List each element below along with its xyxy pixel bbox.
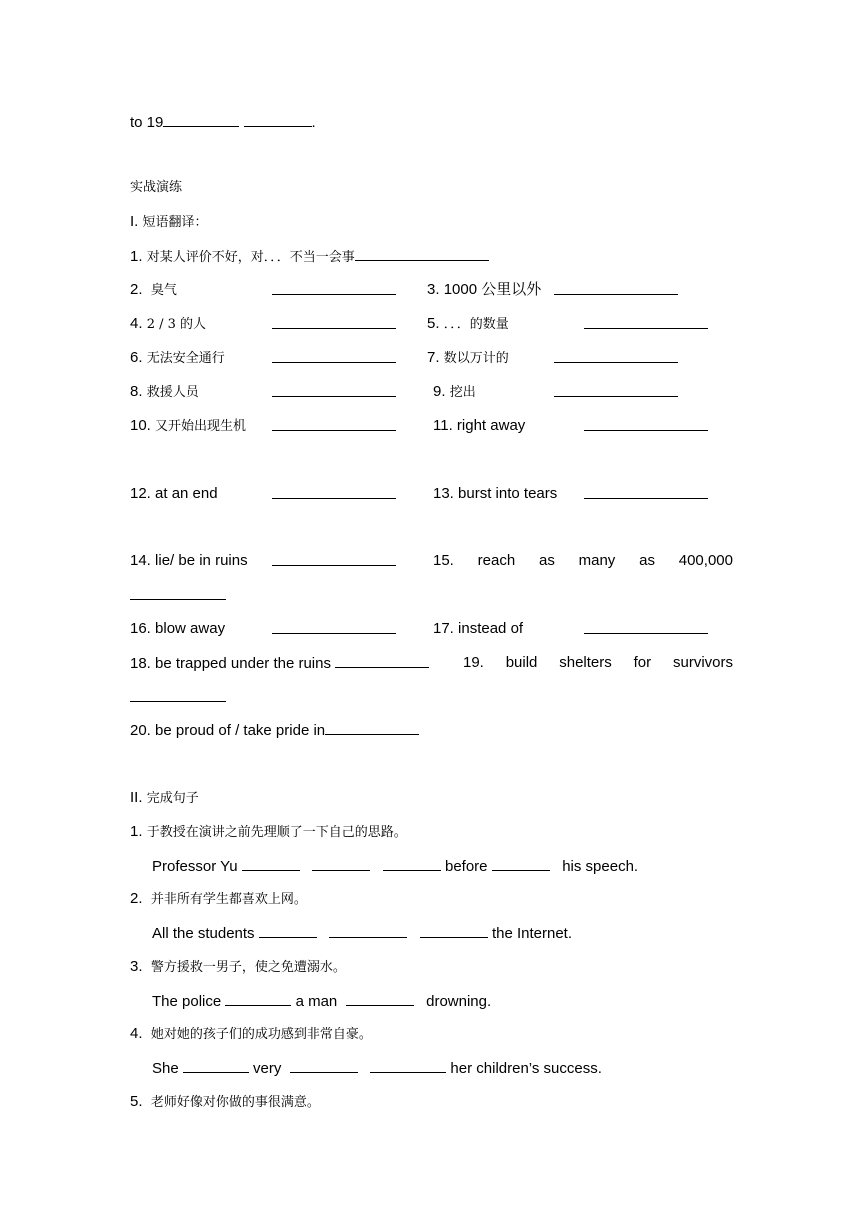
item-number: 4. <box>130 315 143 332</box>
answer-blank[interactable] <box>383 856 441 871</box>
sentence-3-zh <box>130 957 346 978</box>
item-text: 数以万计的 <box>443 351 509 366</box>
item-2 <box>130 280 177 301</box>
answer-blank[interactable] <box>584 484 708 499</box>
answer-blank[interactable] <box>370 1058 446 1073</box>
item-17 <box>433 619 523 639</box>
top-line-text: to 19 <box>130 114 164 131</box>
answer-blank[interactable] <box>584 619 708 634</box>
item-text: 2 / 3 的人 <box>146 317 207 332</box>
item-word: as <box>639 552 655 569</box>
item-word: build <box>505 654 538 671</box>
item-text: 20. be proud of / take pride in <box>130 722 326 739</box>
part2-title: 完成句子 <box>146 791 199 806</box>
item-word: 400,000 <box>678 552 733 569</box>
item-word: shelters <box>559 654 612 671</box>
answer-blank[interactable] <box>242 856 300 871</box>
item-text: 又开始出现生机 <box>155 419 247 434</box>
sentence-4-en <box>152 1058 602 1079</box>
item-number: 8. <box>130 383 143 400</box>
item-3 <box>427 280 541 300</box>
item-number: 10. <box>130 417 151 434</box>
sentence-text: very <box>253 1060 282 1077</box>
item-text: right away <box>456 417 526 434</box>
answer-blank[interactable] <box>244 112 312 127</box>
item-number: 15. <box>433 552 454 569</box>
answer-blank[interactable] <box>130 585 226 600</box>
answer-blank[interactable] <box>584 416 708 431</box>
answer-blank[interactable] <box>584 314 708 329</box>
item-number: 5. <box>130 1093 143 1110</box>
part1-roman: I. <box>130 213 139 230</box>
answer-blank[interactable] <box>272 619 396 634</box>
sentence-text: the Internet. <box>491 925 572 942</box>
sentence-3-en <box>152 991 491 1012</box>
top-line: to 19 . <box>130 114 316 131</box>
item-number: 6. <box>130 349 143 366</box>
item-text: 老师好像对你做的事很满意。 <box>150 1095 320 1110</box>
item-text: 18. be trapped under the ruins <box>130 655 331 672</box>
answer-blank[interactable] <box>325 720 419 735</box>
item-13 <box>433 484 557 504</box>
sentence-1-en <box>152 856 638 877</box>
item-text: at an end <box>155 485 218 502</box>
item-text: 臭气 <box>150 283 177 298</box>
sentence-text: The police <box>152 993 222 1010</box>
item-text: 警方援救一男子，使之免遭溺水。 <box>150 960 346 975</box>
part2-roman: II. <box>130 789 143 806</box>
item-number: 16. <box>130 620 151 637</box>
item-number: 2. <box>130 890 143 907</box>
item-text: instead of <box>458 620 524 637</box>
sentence-text: She <box>152 1060 179 1077</box>
item-text: 挖出 <box>449 385 476 400</box>
item-number: 5. <box>427 315 440 332</box>
item-18 <box>130 653 429 674</box>
item-number: 12. <box>130 485 151 502</box>
item-number: 7. <box>427 349 440 366</box>
part1-heading <box>130 212 208 233</box>
item-9 <box>433 382 476 403</box>
sentence-text: Professor Yu <box>152 858 238 875</box>
item-14 <box>130 551 248 571</box>
sentence-text: her children’s success. <box>450 1060 602 1077</box>
answer-blank[interactable] <box>272 314 396 329</box>
sentence-2-en <box>152 923 572 944</box>
item-text: 于教授在演讲之前先理顺了一下自己的思路。 <box>146 825 407 840</box>
item-11 <box>433 416 525 436</box>
item-text: 救援人员 <box>146 385 199 400</box>
section-heading: 实战演练 <box>130 180 183 195</box>
sentence-4-zh <box>130 1024 372 1045</box>
sentence-text: his speech. <box>562 858 639 875</box>
item-text: 对某人评价不好，对．．．不当一会事 <box>146 250 355 265</box>
sentence-text: drowning. <box>426 993 492 1010</box>
answer-blank[interactable] <box>554 280 678 295</box>
answer-blank[interactable] <box>183 1058 249 1073</box>
item-number: 14. <box>130 552 151 569</box>
answer-blank[interactable] <box>272 416 396 431</box>
item-number: 17. <box>433 620 454 637</box>
item-word: survivors <box>672 654 733 671</box>
item-16 <box>130 619 225 639</box>
item-number: 9. <box>433 383 446 400</box>
answer-blank[interactable] <box>420 923 488 938</box>
item-text: blow away <box>155 620 226 637</box>
item-text: 1000 公里以外 <box>443 281 542 298</box>
item-word: reach <box>477 552 516 569</box>
item-number: 1. <box>130 248 143 265</box>
item-7 <box>427 348 509 369</box>
sentence-5-zh <box>130 1092 320 1113</box>
item-number: 4. <box>130 1025 143 1042</box>
item-text: lie/ be in ruins <box>155 552 248 569</box>
answer-blank[interactable] <box>225 991 291 1006</box>
part2-heading <box>130 788 199 809</box>
item-10 <box>130 416 246 437</box>
item-4 <box>130 314 206 335</box>
item-text: burst into tears <box>458 485 558 502</box>
answer-blank[interactable] <box>312 856 370 871</box>
item-15 <box>433 551 733 571</box>
item-number: 1. <box>130 823 143 840</box>
item-word: as <box>538 552 555 569</box>
item-text: 无法安全通行 <box>146 351 225 366</box>
item-number: 13. <box>433 485 454 502</box>
answer-blank[interactable] <box>130 687 226 702</box>
answer-blank[interactable] <box>329 923 407 938</box>
answer-blank[interactable] <box>259 923 317 938</box>
answer-blank[interactable] <box>335 653 429 668</box>
sentence-1-zh <box>130 822 407 843</box>
item-word: many <box>578 552 616 569</box>
item-number: 2. <box>130 281 143 298</box>
answer-blank[interactable] <box>346 991 414 1006</box>
answer-blank[interactable] <box>163 112 239 127</box>
answer-blank[interactable] <box>272 551 396 566</box>
item-text: 并非所有学生都喜欢上网。 <box>150 892 307 907</box>
item-12 <box>130 484 218 504</box>
answer-blank[interactable] <box>272 280 396 295</box>
item-20 <box>130 720 419 741</box>
item-number: 3. <box>130 958 143 975</box>
sentence-text: before <box>444 858 488 875</box>
answer-blank[interactable] <box>554 382 678 397</box>
item-8 <box>130 382 199 403</box>
item-19 <box>463 653 733 673</box>
answer-blank[interactable] <box>272 382 396 397</box>
sentence-text: All the students <box>152 925 255 942</box>
part1-title: 短语翻译： <box>142 215 208 230</box>
item-number: 3. <box>427 281 440 298</box>
item-word: for <box>633 654 652 671</box>
answer-blank[interactable] <box>272 484 396 499</box>
item-6 <box>130 348 225 369</box>
item-5 <box>427 314 509 335</box>
sentence-2-zh <box>130 889 307 910</box>
answer-blank[interactable] <box>492 856 550 871</box>
item-number: 11. <box>433 417 453 434</box>
answer-blank[interactable] <box>554 348 678 363</box>
answer-blank[interactable] <box>272 348 396 363</box>
item-text: ．．．的数量 <box>443 317 509 332</box>
sentence-text: a man <box>295 993 338 1010</box>
item-number: 19. <box>463 654 484 671</box>
item-text: 她对她的孩子们的成功感到非常自豪。 <box>150 1027 372 1042</box>
answer-blank[interactable] <box>355 246 489 261</box>
item-1 <box>130 246 489 268</box>
answer-blank[interactable] <box>290 1058 358 1073</box>
